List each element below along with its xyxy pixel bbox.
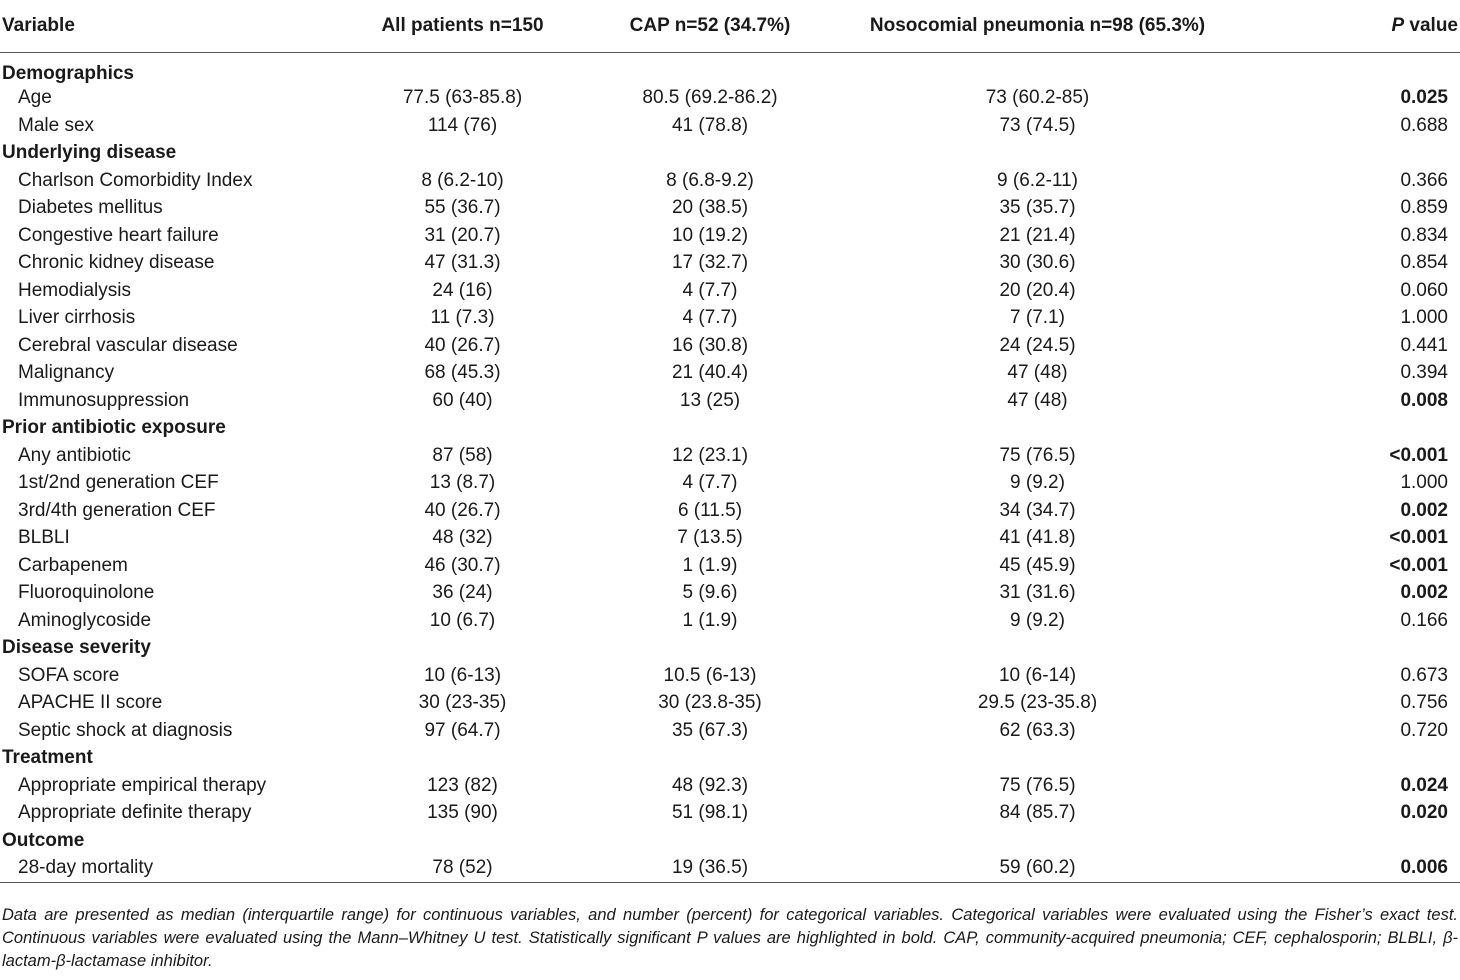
table-row xyxy=(0,690,1460,718)
cell-nosocomial: 41 (41.8) xyxy=(999,527,1076,549)
row-label: 1st/2nd generation CEF xyxy=(18,472,219,494)
table-row xyxy=(0,332,1460,360)
cell-all-patients: 46 (30.7) xyxy=(424,554,501,576)
table-row xyxy=(0,525,1460,553)
cell-nosocomial: 47 (48) xyxy=(1007,389,1068,411)
cell-nosocomial: 35 (35.7) xyxy=(999,197,1076,219)
header-nosocomial: Nosocomial pneumonia n=98 (65.3%) xyxy=(869,14,1206,36)
cell-all-patients: 48 (32) xyxy=(432,527,493,549)
row-label: APACHE II score xyxy=(18,692,163,714)
cell-cap: 10 (19.2) xyxy=(671,224,749,246)
table-row xyxy=(0,222,1460,250)
cell-cap: 41 (78.8) xyxy=(671,114,749,136)
row-label: Congestive heart failure xyxy=(18,224,219,246)
section-title: Outcome xyxy=(2,829,85,851)
cell-all-patients: 47 (31.3) xyxy=(424,252,501,274)
table-row xyxy=(0,442,1460,470)
cell-nosocomial: 20 (20.4) xyxy=(999,279,1076,301)
table-row xyxy=(0,195,1460,223)
cell-nosocomial: 9 (6.2-11) xyxy=(997,169,1078,191)
table-row xyxy=(0,607,1460,635)
row-label: Fluoroquinolone xyxy=(18,582,155,604)
row-label: 3rd/4th generation CEF xyxy=(18,499,216,521)
row-label: Charlson Comorbidity Index xyxy=(18,169,253,191)
row-label: BLBLI xyxy=(18,527,70,549)
cell-p-value: <0.001 xyxy=(1389,554,1448,576)
header-variable: Variable xyxy=(2,14,75,36)
cell-nosocomial: 9 (9.2) xyxy=(1010,472,1065,494)
cell-all-patients: 8 (6.2-10) xyxy=(421,169,504,191)
header-row xyxy=(0,0,1460,52)
table-row xyxy=(0,662,1460,690)
cell-all-patients: 10 (6.7) xyxy=(429,609,496,631)
cell-cap: 10.5 (6-13) xyxy=(663,664,757,686)
cell-p-value: 1.000 xyxy=(1400,472,1448,494)
cell-all-patients: 36 (24) xyxy=(432,582,493,604)
cell-nosocomial: 84 (85.7) xyxy=(999,802,1076,824)
cell-all-patients: 97 (64.7) xyxy=(424,719,501,741)
cell-p-value: 0.756 xyxy=(1400,692,1448,714)
table-row xyxy=(0,387,1460,415)
cell-cap: 4 (7.7) xyxy=(682,472,738,494)
cell-cap: 35 (67.3) xyxy=(671,719,749,741)
cell-cap: 16 (30.8) xyxy=(671,334,749,356)
cell-p-value: 0.020 xyxy=(1400,802,1448,824)
cell-all-patients: 114 (76) xyxy=(427,114,498,136)
table-row xyxy=(0,717,1460,745)
cell-cap: 80.5 (69.2-86.2) xyxy=(642,87,778,109)
cell-nosocomial: 73 (60.2-85) xyxy=(985,87,1090,109)
table-row xyxy=(0,167,1460,195)
cell-p-value: 0.394 xyxy=(1400,362,1448,384)
row-label: Diabetes mellitus xyxy=(18,197,163,219)
cell-nosocomial: 75 (76.5) xyxy=(999,444,1076,466)
section-row xyxy=(0,52,1460,85)
table-body xyxy=(0,52,1460,882)
cell-p-value: 0.859 xyxy=(1400,197,1448,219)
cell-all-patients: 40 (26.7) xyxy=(424,334,501,356)
cell-all-patients: 68 (45.3) xyxy=(424,362,501,384)
cell-nosocomial: 9 (9.2) xyxy=(1010,609,1065,631)
cell-cap: 19 (36.5) xyxy=(671,857,749,878)
table-header xyxy=(0,0,1460,52)
cell-nosocomial: 21 (21.4) xyxy=(999,224,1076,246)
header-p-rest: value xyxy=(1404,14,1458,36)
cell-cap: 5 (9.6) xyxy=(682,582,738,604)
table-row xyxy=(0,360,1460,388)
row-label: SOFA score xyxy=(18,664,120,686)
section-row xyxy=(0,415,1460,443)
cell-p-value: 0.002 xyxy=(1400,582,1448,604)
cell-cap: 51 (98.1) xyxy=(671,802,749,824)
cell-cap: 8 (6.8-9.2) xyxy=(666,169,754,191)
cell-p-value: 0.834 xyxy=(1400,224,1448,246)
table-footnote: Data are presented as median (interquartile range) for continuous variables, and number (percent) for categorical variables. Categorical variables were evaluated using the Fisher’s exact test. Continuous variables were evaluated using the Mann–Whitney U test. Statistically significant P values are highlighted in bold. CAP, community-acquired pneumonia; CEF, cephalosporin; BLBLI, β-lactam-β-lactamase inhibitor. xyxy=(2,906,1458,970)
row-label: Malignancy xyxy=(18,362,115,384)
cell-cap: 48 (92.3) xyxy=(671,774,749,796)
header-p-italic: P xyxy=(1391,14,1405,36)
row-label: Chronic kidney disease xyxy=(18,252,215,274)
row-label: Age xyxy=(18,87,52,109)
cell-p-value: 0.720 xyxy=(1400,719,1448,741)
cell-cap: 4 (7.7) xyxy=(682,279,738,301)
cell-all-patients: 123 (82) xyxy=(427,774,498,796)
cell-nosocomial: 45 (45.9) xyxy=(999,554,1076,576)
cell-nosocomial: 29.5 (23-35.8) xyxy=(977,692,1098,714)
cell-cap: 4 (7.7) xyxy=(682,307,738,329)
cell-nosocomial: 62 (63.3) xyxy=(999,719,1076,741)
cell-all-patients: 135 (90) xyxy=(427,802,498,824)
table-row xyxy=(0,772,1460,800)
cell-cap: 30 (23.8-35) xyxy=(658,692,762,714)
cell-all-patients: 40 (26.7) xyxy=(424,499,501,521)
row-label: Aminoglycoside xyxy=(18,609,152,631)
section-row xyxy=(0,827,1460,855)
cell-p-value: 0.688 xyxy=(1400,114,1448,136)
section-row xyxy=(0,635,1460,663)
table-row xyxy=(0,85,1460,113)
section-title: Treatment xyxy=(2,747,93,769)
cell-p-value: 0.002 xyxy=(1400,499,1448,521)
cell-p-value: 0.006 xyxy=(1400,857,1448,878)
cell-all-patients: 13 (8.7) xyxy=(429,472,496,494)
cell-all-patients: 31 (20.7) xyxy=(424,224,501,246)
cell-nosocomial: 59 (60.2) xyxy=(999,857,1076,878)
section-title: Prior antibiotic exposure xyxy=(2,417,226,439)
row-label: Male sex xyxy=(18,114,95,136)
row-label: Cerebral vascular disease xyxy=(18,334,238,356)
cell-nosocomial: 34 (34.7) xyxy=(999,499,1076,521)
table-row xyxy=(0,470,1460,498)
row-label: 28-day mortality xyxy=(18,857,154,878)
cell-all-patients: 10 (6-13) xyxy=(423,664,502,686)
cell-all-patients: 78 (52) xyxy=(432,857,493,878)
cell-all-patients: 60 (40) xyxy=(432,389,493,411)
cell-cap: 1 (1.9) xyxy=(682,554,738,576)
table-row xyxy=(0,800,1460,828)
cell-all-patients: 24 (16) xyxy=(432,279,493,301)
cell-p-value: 0.060 xyxy=(1400,279,1448,301)
cell-p-value: 1.000 xyxy=(1400,307,1448,329)
header-all-patients: All patients n=150 xyxy=(381,14,544,36)
table-row xyxy=(0,305,1460,333)
cell-p-value: 0.366 xyxy=(1400,169,1448,191)
cell-all-patients: 30 (23-35) xyxy=(418,692,507,714)
table-row xyxy=(0,855,1460,883)
cell-p-value: <0.001 xyxy=(1389,444,1448,466)
cell-p-value: 0.024 xyxy=(1400,774,1448,796)
cell-cap: 7 (13.5) xyxy=(677,527,743,549)
cell-p-value: 0.166 xyxy=(1400,609,1448,631)
header-cap: CAP n=52 (34.7%) xyxy=(629,14,791,36)
section-row xyxy=(0,745,1460,773)
section-title: Disease severity xyxy=(2,637,151,659)
cell-cap: 1 (1.9) xyxy=(682,609,738,631)
cell-all-patients: 55 (36.7) xyxy=(424,197,501,219)
cell-nosocomial: 24 (24.5) xyxy=(999,334,1076,356)
cell-all-patients: 11 (7.3) xyxy=(430,307,495,329)
row-label: Septic shock at diagnosis xyxy=(18,719,233,741)
cell-p-value: 0.025 xyxy=(1400,87,1448,109)
cell-p-value: 0.854 xyxy=(1400,252,1448,274)
cell-nosocomial: 7 (7.1) xyxy=(1010,307,1065,329)
header-p-value xyxy=(1250,0,1460,52)
section-row xyxy=(0,140,1460,168)
cell-all-patients: 77.5 (63-85.8) xyxy=(402,87,523,109)
row-label: Any antibiotic xyxy=(18,444,132,466)
table-row xyxy=(0,497,1460,525)
row-label: Immunosuppression xyxy=(18,389,190,411)
cell-nosocomial: 10 (6-14) xyxy=(998,664,1077,686)
cell-cap: 6 (11.5) xyxy=(677,499,743,521)
cell-cap: 21 (40.4) xyxy=(671,362,749,384)
table-row xyxy=(0,112,1460,140)
cell-cap: 13 (25) xyxy=(679,389,741,411)
row-label: Appropriate empirical therapy xyxy=(18,774,267,796)
table-row xyxy=(0,552,1460,580)
section-title: Demographics xyxy=(2,62,134,84)
row-label: Hemodialysis xyxy=(18,279,131,301)
table-row xyxy=(0,250,1460,278)
row-label: Liver cirrhosis xyxy=(18,307,136,329)
cell-p-value: 0.673 xyxy=(1400,664,1448,686)
cell-cap: 17 (32.7) xyxy=(671,252,749,274)
cell-nosocomial: 31 (31.6) xyxy=(999,582,1076,604)
cell-nosocomial: 47 (48) xyxy=(1007,362,1068,384)
cell-nosocomial: 75 (76.5) xyxy=(999,774,1076,796)
cell-cap: 12 (23.1) xyxy=(671,444,749,466)
cell-all-patients: 87 (58) xyxy=(432,444,493,466)
section-title: Underlying disease xyxy=(2,142,177,164)
cell-p-value: 0.441 xyxy=(1400,334,1448,356)
cell-p-value: <0.001 xyxy=(1389,527,1448,549)
cell-nosocomial: 30 (30.6) xyxy=(999,252,1076,274)
cell-p-value: 0.008 xyxy=(1400,389,1448,411)
row-label: Appropriate definite therapy xyxy=(18,802,252,824)
table-row xyxy=(0,277,1460,305)
row-label: Carbapenem xyxy=(18,554,128,576)
table-row xyxy=(0,580,1460,608)
cell-cap: 20 (38.5) xyxy=(671,197,749,219)
cell-nosocomial: 73 (74.5) xyxy=(999,114,1076,136)
